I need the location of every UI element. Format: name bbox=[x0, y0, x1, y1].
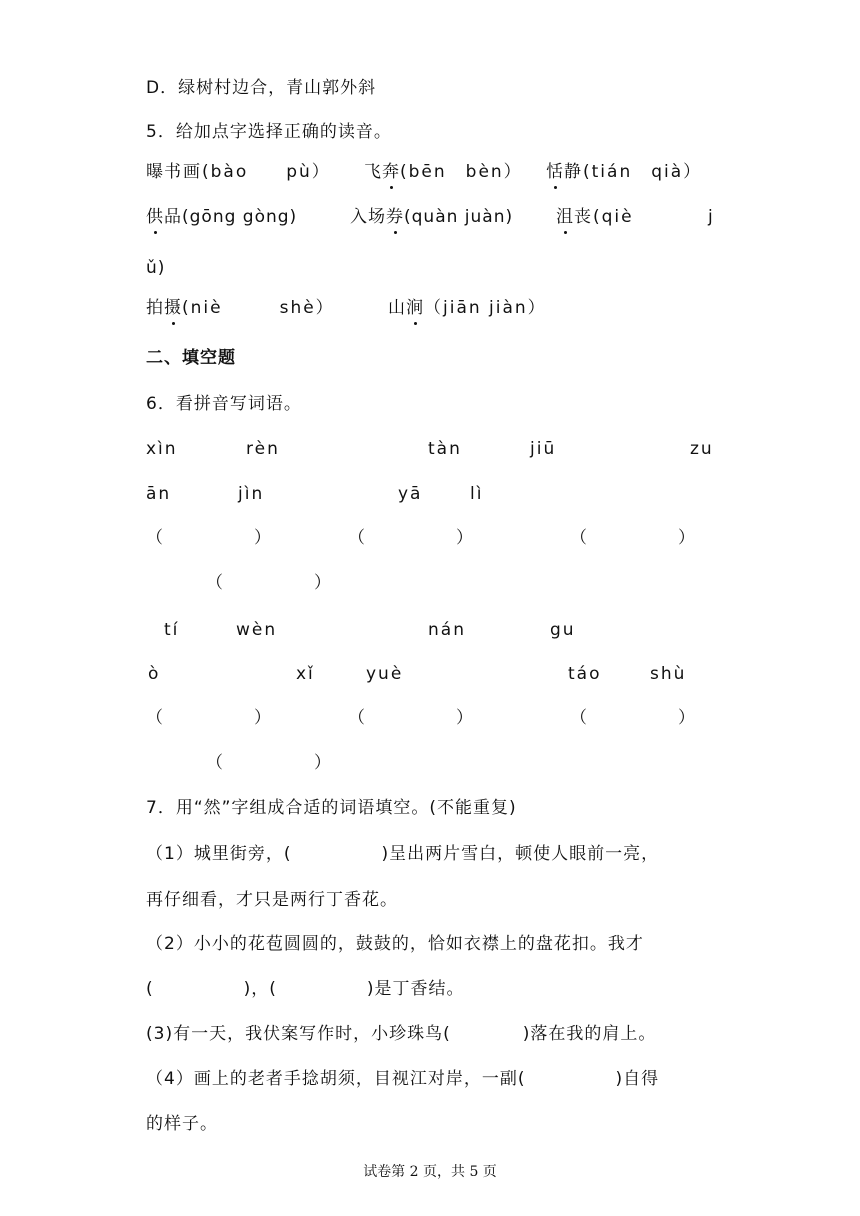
pinyin: gu bbox=[550, 620, 576, 640]
pinyin: zu bbox=[690, 439, 714, 459]
q5-word-6-wrap: j bbox=[708, 207, 714, 227]
pinyin: xìn bbox=[146, 439, 178, 459]
q4-option-d: D．绿树村边合，青山郭外斜 bbox=[146, 78, 377, 98]
pinyin: tí bbox=[164, 620, 180, 640]
answer-blank-open: （ bbox=[146, 708, 164, 728]
answer-blank-close: ） bbox=[678, 708, 696, 728]
pinyin: jiū bbox=[530, 439, 557, 459]
q7-sentence-4-cont: 的样子。 bbox=[146, 1114, 218, 1134]
answer-blank-close: ） bbox=[456, 708, 474, 728]
emphasis-dot-char: 供 bbox=[146, 207, 164, 227]
q7-sentence-3: (3)有一天，我伏案写作时，小珍珠鸟( )落在我的肩上。 bbox=[146, 1024, 657, 1044]
pinyin: yā bbox=[398, 484, 423, 504]
emphasis-dot-char: 涧 bbox=[406, 298, 424, 318]
answer-blank-open: （ bbox=[570, 708, 588, 728]
section-title: 二、填空题 bbox=[146, 348, 236, 368]
q7-sentence-1-cont: 再仔细看，才只是两行丁香花。 bbox=[146, 890, 398, 910]
emphasis-dot-char: 奔 bbox=[382, 162, 400, 182]
pinyin: tàn bbox=[428, 439, 462, 459]
pinyin: táo bbox=[568, 664, 602, 684]
answer-blank-open: （ bbox=[348, 708, 366, 728]
q5-word-7: 拍摄(niè shè） bbox=[146, 298, 335, 318]
page-footer: 试卷第 2 页，共 5 页 bbox=[363, 1164, 497, 1180]
pinyin: jìn bbox=[238, 484, 265, 504]
pinyin: yuè bbox=[366, 664, 404, 684]
q5-word-8: 山涧（jiān jiàn） bbox=[388, 298, 547, 318]
pinyin: xǐ bbox=[296, 664, 315, 684]
emphasis-dot-char: 券 bbox=[386, 207, 404, 227]
pinyin: ān bbox=[146, 484, 172, 504]
pinyin: ò bbox=[148, 664, 161, 684]
q5-word-4: 供品(gōng gòng) bbox=[146, 207, 298, 227]
answer-blank-open: （ bbox=[206, 573, 224, 593]
answer-blank-close: ） bbox=[254, 708, 272, 728]
emphasis-dot-char: 恬 bbox=[546, 162, 564, 182]
emphasis-dot-char: 摄 bbox=[164, 298, 182, 318]
q7-sentence-4: （4）画上的老者手捻胡须，目视江对岸，一副( )自得 bbox=[146, 1069, 660, 1089]
pinyin: rèn bbox=[246, 439, 280, 459]
pinyin: lì bbox=[470, 484, 484, 504]
pinyin: nán bbox=[428, 620, 466, 640]
q7-sentence-2-cont: ( )，( )是丁香结。 bbox=[146, 979, 465, 999]
answer-blank-close: ） bbox=[314, 753, 332, 773]
q5-word-6: 沮丧(qiè bbox=[556, 207, 634, 227]
q7-stem: 7．用“然”字组成合适的词语填空。(不能重复) bbox=[146, 798, 517, 818]
q7-sentence-2: （2）小小的花苞圆圆的，鼓鼓的，恰如衣襟上的盘花扣。我才 bbox=[146, 934, 644, 954]
pinyin: shù bbox=[650, 664, 687, 684]
q5-stem: 5．给加点字选择正确的读音。 bbox=[146, 122, 392, 142]
q5-word-2: 飞奔(bēn bèn） bbox=[364, 162, 523, 182]
q5-word-1: 曝书画(bào pù） bbox=[146, 162, 331, 182]
answer-blank-close: ） bbox=[254, 528, 272, 548]
answer-blank-open: （ bbox=[146, 528, 164, 548]
q6-stem: 6．看拼音写词语。 bbox=[146, 394, 302, 414]
answer-blank-close: ） bbox=[678, 528, 696, 548]
q5-word-3: 恬静(tián qià） bbox=[546, 162, 703, 182]
q5-word-5: 入场券(quàn juàn) bbox=[350, 207, 514, 227]
answer-blank-open: （ bbox=[206, 753, 224, 773]
answer-blank-open: （ bbox=[348, 528, 366, 548]
q7-sentence-1: （1）城里街旁，( )呈出两片雪白，顿使人眼前一亮， bbox=[146, 844, 660, 864]
answer-blank-close: ） bbox=[314, 573, 332, 593]
answer-blank-close: ） bbox=[456, 528, 474, 548]
answer-blank-open: （ bbox=[570, 528, 588, 548]
pinyin: wèn bbox=[236, 620, 278, 640]
q5-word-6-cont: ǔ) bbox=[146, 258, 166, 278]
emphasis-dot-char: 沮 bbox=[556, 207, 574, 227]
